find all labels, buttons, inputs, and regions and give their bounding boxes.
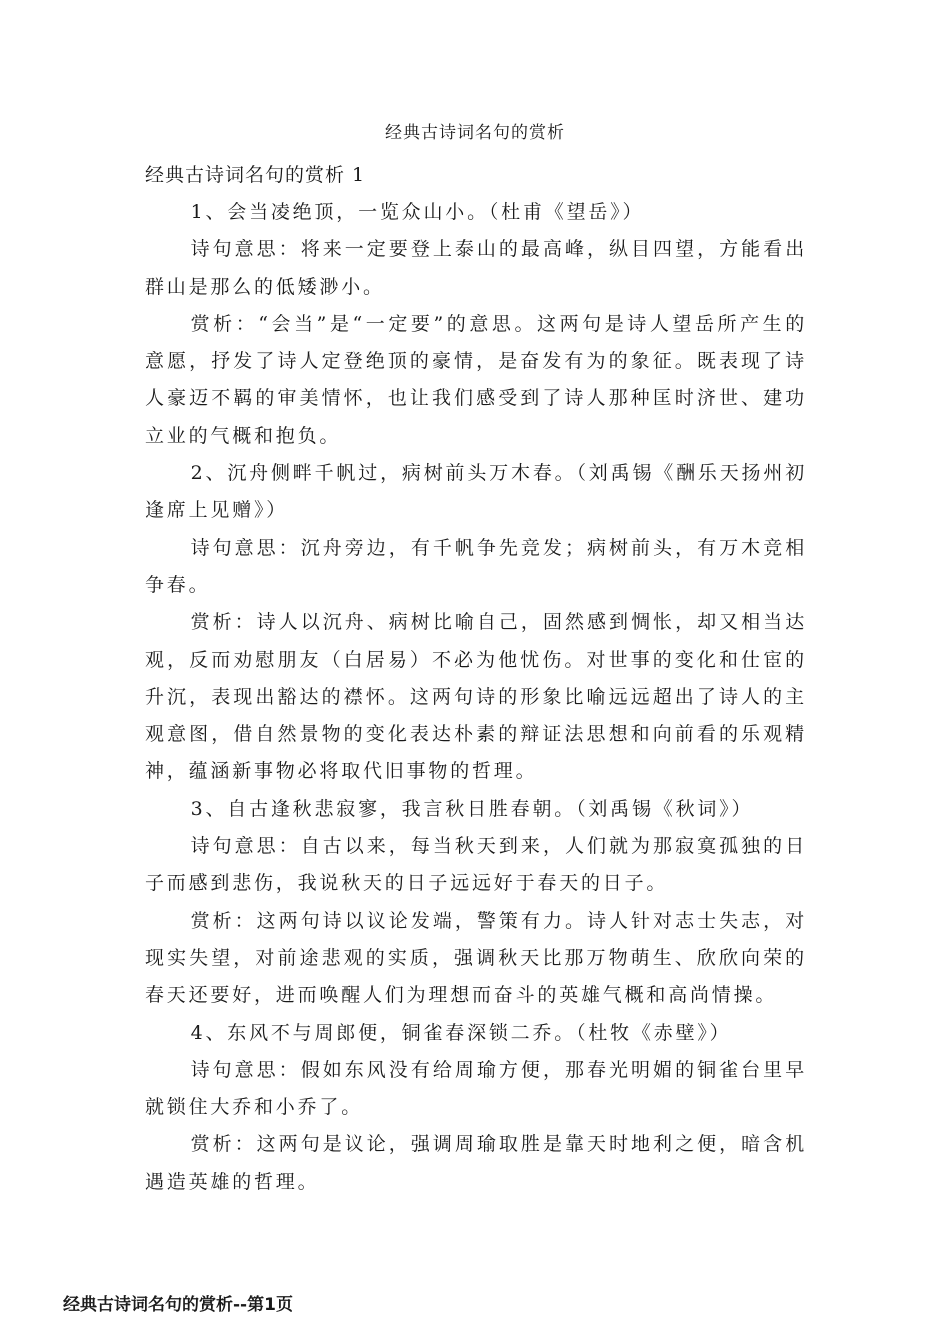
- poem-meaning-3: 诗句意思：自古以来，每当秋天到来，人们就为那寂寞孤独的日子而感到悲伤，我说秋天的日子远远好于春天的日子。: [145, 835, 807, 895]
- poem-meaning-2: 诗句意思：沉舟旁边，有千帆争先竞发；病树前头，有万木竞相争春。: [145, 536, 807, 596]
- poem-meaning-1: 诗句意思：将来一定要登上泰山的最高峰，纵目四望，方能看出群山是那么的低矮渺小。: [145, 238, 807, 298]
- document-title: 经典古诗词名句的赏析: [385, 123, 565, 143]
- poem-meaning-4: 诗句意思：假如东风没有给周瑜方便，那春光明媚的铜雀台里早就锁住大乔和小乔了。: [145, 1058, 807, 1119]
- section-title: 经典古诗词名句的赏析 1: [145, 164, 366, 186]
- poem-analysis-2: 赏析：诗人以沉舟、病树比喻自己，固然感到惆怅，却又相当达观，反而劝慰朋友（白居易）不必为他忧伤。对世事的变化和仕宦的升沉，表现出豁达的襟怀。这两句诗的形象比喻远远超出了诗人的主观意图，借自然景物的变化表达朴素的辩证法思想和向前看的乐观精神，蕴涵新事物必将取代旧事物的哲理。: [145, 611, 807, 783]
- poem-line-1: 1、会当凌绝顶，一览众山小。（杜甫《望岳》）: [190, 201, 645, 223]
- poem-analysis-4: 赏析：这两句是议论，强调周瑜取胜是靠天时地利之便，暗含机遇造英雄的哲理。: [145, 1133, 807, 1193]
- poem-line-4: 4、东风不与周郎便，铜雀春深锁二乔。（杜牧《赤壁》）: [190, 1021, 732, 1044]
- page-footer: 经典古诗词名句的赏析--第1页: [63, 1295, 293, 1315]
- poem-line-2: 2、沉舟侧畔千帆过，病树前头万木春。（刘禹锡《酬乐天扬州初逢席上见赠》）: [145, 462, 807, 522]
- document-body: [145, 194, 807, 1201]
- poem-analysis-1: 赏析：“会当”是“一定要”的意思。这两句是诗人望岳所产生的意愿，抒发了诗人定登绝顶的豪情，是奋发有为的象征。既表现了诗人豪迈不羁的审美情怀，也让我们感受到了诗人那种匡时济世、建功立业的气概和抱负。: [145, 312, 807, 447]
- poem-line-3: 3、自古逢秋悲寂寥，我言秋日胜春朝。（刘禹锡《秋词》）: [190, 797, 754, 820]
- poem-analysis-3: 赏析：这两句诗以议论发端，警策有力。诗人针对志士失志，对现实失望，对前途悲观的实质，强调秋天比那万物萌生、欣欣向荣的春天还要好，进而唤醒人们为理想而奋斗的英雄气概和高尚情操。: [145, 909, 807, 1007]
